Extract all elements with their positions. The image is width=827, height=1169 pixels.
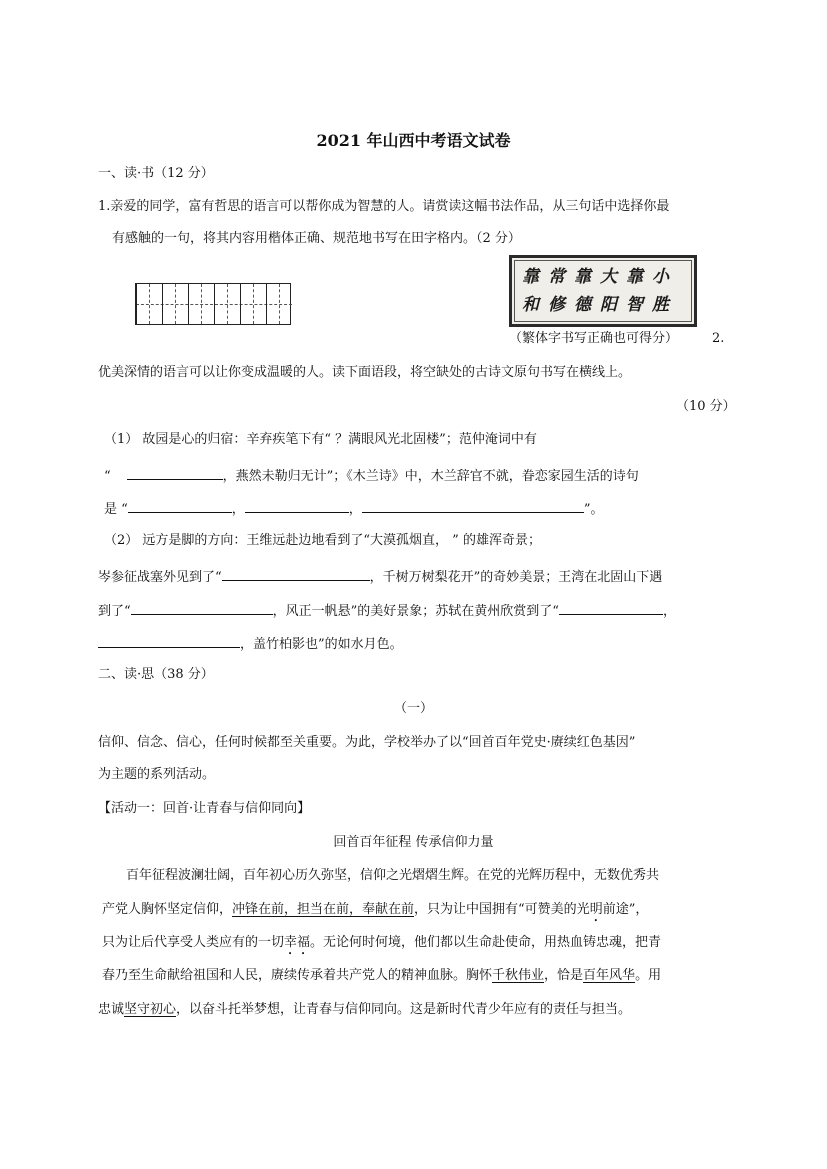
q2-p2-line2 [98,566,662,587]
q2-p1-line2 [104,465,639,486]
q2-p1-line3 [104,498,603,519]
grid-cell [162,284,188,324]
underlined-phrase: 冲锋在前，担当在前，奉献在前 [232,902,415,917]
dotted-char: 福 [297,935,311,950]
answer-blank[interactable] [362,498,584,513]
dotted-char: 幸 [284,935,298,950]
calligraphy-note: （繁体字书写正确也可得分） [509,331,679,346]
page-title: 2021 年山西中考语文试卷 [316,131,511,150]
q2-p1-line2-text: ，燕然未勒归无计”；《木兰诗》中，木兰辞官不就，眷恋家园生活的诗句 [222,469,639,484]
article-text: 。无论何时何境，他们都以生命赴使命，用热血铸忠魂，把青 [310,935,662,950]
q2-score: （10 分） [676,399,736,414]
calligraphy-row-2: 和修德阳智胜 [522,295,678,315]
section1-heading: 一、读·书（12 分） [98,166,214,181]
grid-cell [214,284,240,324]
q1-line2: 有感触的一句，将其内容用楷体正确、规范地书写在田字格内。（2 分） [112,231,521,246]
q2-p1-line1: （1） 故园是心的归宿：辛弃疾笔下有“ ？满眼风光北固楼”；范仲淹词中有 [104,432,537,447]
q2-line1: 优美深情的语言可以让你变成温暖的人。读下面语段，将空缺处的古诗文原句书写在横线上。 [98,365,632,380]
tianzige-grid[interactable] [135,283,291,325]
q2-number: 2. [712,331,725,346]
part-label: （一） [393,701,433,716]
article-line5 [98,1001,631,1019]
answer-blank[interactable] [98,633,240,648]
intro-line1: 信仰、信念、信心，任何时候都至关重要。为此，学校举办了以“回首百年党史·赓续红色基因” [98,735,636,750]
article-text: 产党人胸怀坚定信仰， [102,902,233,917]
article-title: 回首百年征程 传承信仰力量 [333,835,494,850]
answer-blank[interactable] [222,566,370,581]
article-text: 忠诚 [98,1002,125,1017]
answer-blank[interactable] [559,600,663,615]
q2-p2-line3 [98,600,676,621]
q2-p2-line1: （2） 远方是脚的方向：王维远赴边地看到了“大漠孤烟直， ” 的雄浑奇景； [104,533,541,548]
comma: ， [662,604,676,619]
q1-line1: 1.亲爱的同学，富有哲思的语言可以帮你成为智慧的人。请赏读这幅书法作品，从三句话中选择你最 [98,199,670,214]
underlined-phrase: 百年风华 [583,968,636,983]
article-text: ，只为让中国拥有“可赞美的光 [414,902,590,917]
section2-heading: 二、读·思（38 分） [98,667,214,682]
quote-close: ”。 [583,502,604,517]
grid-cell [188,284,214,324]
intro-line2: 为主题的系列活动。 [98,767,216,782]
comma: ， [231,502,245,517]
underlined-phrase: 坚守初心 [124,1002,177,1017]
answer-blank[interactable] [127,465,223,480]
article-text: ，恰是 [544,968,584,983]
answer-blank[interactable] [131,600,273,615]
article-line1: 百年征程波澜壮阔，百年初心历久弥坚，信仰之光熠熠生辉。在党的光辉历程中，无数优秀共 [126,868,660,883]
q2-p2-line2-lead: 岑参征战塞外见到了“ [98,570,222,585]
article-line2 [102,901,648,925]
comma: ， [348,502,362,517]
q2-p2-line4-text: ，盖竹柏影也”的如水月色。 [240,637,403,652]
grid-cell [240,284,266,324]
grid-cell [266,284,292,324]
q2-p1-line3-lead: 是 “ [104,502,128,517]
answer-blank[interactable] [245,498,349,513]
calligraphy-image [509,255,697,327]
activity-heading: 【活动一：回首·让青春与信仰同向】 [98,801,311,816]
article-text: 。用 [635,968,662,983]
article-text: 春乃至生命献给祖国和人民，赓续传承着共产党人的精神血脉。胸怀 [102,968,493,983]
dotted-char: 明 [589,902,603,917]
q2-p2-line3-lead: 到了“ [98,604,131,619]
quote-open: “ [104,469,111,484]
article-text: ，以奋斗托举梦想，让青春与信仰同向。这是新时代青少年应有的责任与担当。 [176,1002,632,1017]
q2-p2-line2-text: ，千树万树梨花开”的奇妙美景；王湾在北固山下遇 [369,570,663,585]
q2-p2-line4 [98,633,403,654]
grid-cell [136,284,162,324]
article-text: 前途”， [602,902,649,917]
calligraphy-row-1: 靠常靠大靠小 [522,267,678,287]
underlined-phrase: 千秋伟业 [492,968,545,983]
article-line4 [102,967,661,985]
article-line3 [102,934,661,958]
article-text: 只为让后代享受人类应有的一切 [102,935,285,950]
answer-blank[interactable] [128,498,232,513]
q2-p2-line3-text: ，风正一帆悬”的美好景象；苏轼在黄州欣赏到了“ [272,604,559,619]
